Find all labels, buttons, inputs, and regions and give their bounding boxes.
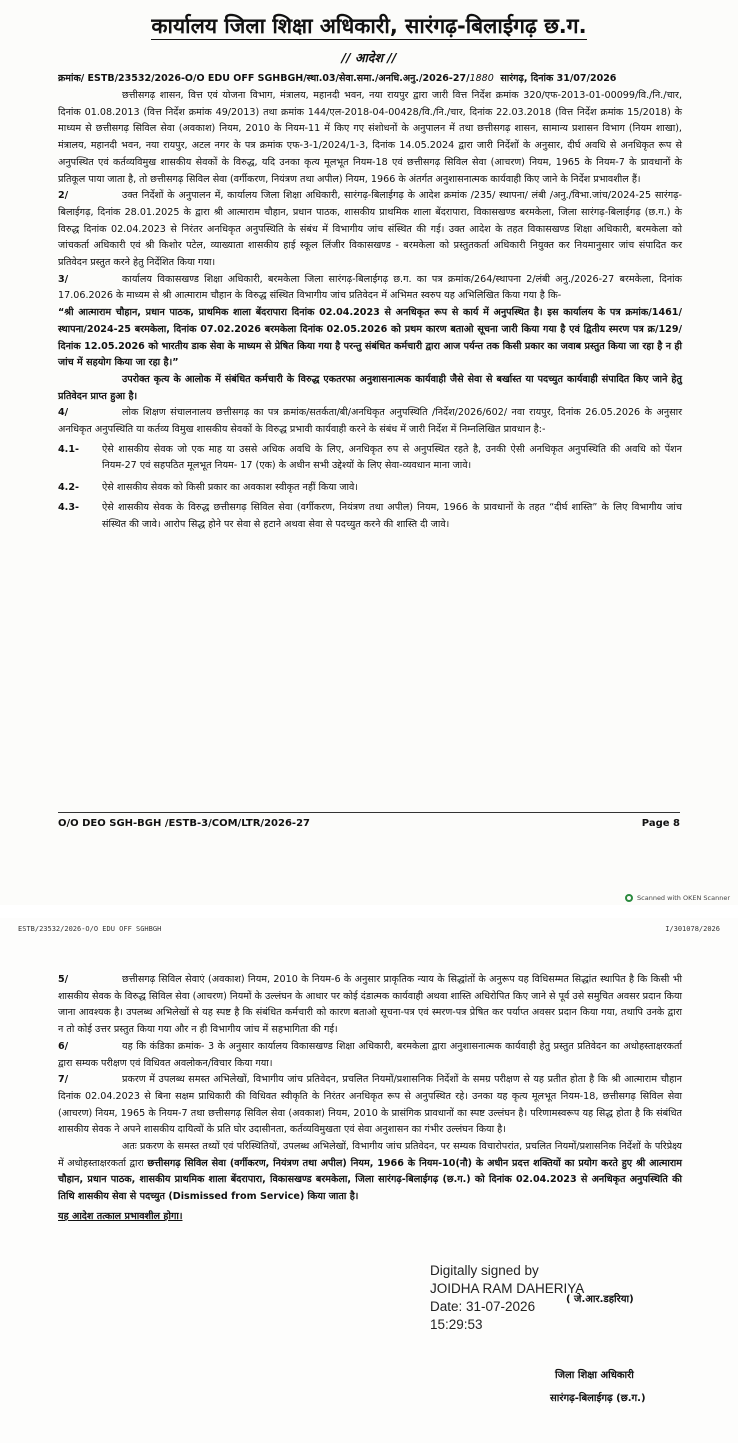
effective-text: यह आदेश तत्काल प्रभावशील होगा। [58, 1210, 183, 1222]
page2-body [58, 972, 682, 1226]
paragraph-8-text: अतः प्रकरण के समस्त तथ्यों एवं परिस्थितियों, उपलब्ध अभिलेखों, विभागीय जांच प्रतिवेदन, पर सम्यक विचारोपरांत, प्रचलित नियमों/प्रशासनिक निर्देशों के परिप्रेक्ष्य में अधोहस्ताक्षरकर्ता द्वारा [58, 1141, 682, 1169]
footer-rule [58, 812, 680, 813]
page-number: Page 8 [641, 818, 680, 829]
footer-reference: O/O DEO SGH-BGH /ESTB-3/COM/LTR/2026-27 [58, 818, 310, 829]
signature-line-1: Digitally signed by [430, 1263, 539, 1278]
reference-number: 1880 [469, 73, 494, 84]
paragraph-3-conclusion [58, 372, 682, 405]
paragraph-4 [58, 405, 682, 438]
reference-line [58, 71, 690, 84]
reference-prefix: क्रमांक/ ESTB/23532/2026-O/O EDU OFF SGHBGH/स्था.03/सेवा.समा./अनधि.अनु./2026-27/ [58, 73, 470, 84]
paragraph-2-marker: 2/ [58, 190, 69, 202]
paragraph-8 [58, 1139, 682, 1206]
paragraph-1 [58, 88, 682, 188]
scanner-logo-icon [625, 894, 633, 902]
paragraph-6 [58, 1039, 682, 1072]
provision-4-2-marker: 4.2- [58, 482, 79, 494]
officer-name: ( जे.आर.डहरिया) [566, 1294, 634, 1305]
provision-4-3-marker: 4.3- [58, 501, 79, 513]
paragraph-3-marker: 3/ [58, 273, 69, 285]
reference-date: सारंगढ़, दिनांक 31/07/2026 [500, 73, 617, 84]
provision-4-3 [58, 500, 682, 533]
paragraph-5 [58, 972, 682, 1039]
scanner-text: Scanned with OKEN Scanner [637, 894, 730, 902]
paragraph-3 [58, 272, 682, 305]
paragraph-1-text: छत्तीसगढ़ शासन, वित्त एवं योजना विभाग, मंत्रालय, महानदी भवन, नया रायपुर द्वारा जारी वित्त निर्देश क्रमांक 320/एफ-2013-01-00099/वि./नि./चार, दिनांक 01.08.2013 (वित्त निर्देश क्रमांक 49/2013) तथा क्रमांक 144/एल-2018-04-00428/वि./नि./चार, दिनांक 22.03.2018 (वित्त निर्देश क्रमांक 15/2018) के माध्यम से छत्तीसगढ़ सिविल सेवा (अवकाश) नियम, 2010 के नियम-11 में किए गए संशोधनों के अनुपालन में तथा छत्तीसगढ़ शासन, सामान्य प्रशासन विभाग (नियम शाखा), मंत्रालय, महानदी भवन, नया रायपुर, अटल नगर के पत्र क्रमांक एफ-3-1/2024/1-3, दिनांक 14.05.2024 द्वारा जारी निर्देशों के अनुसार, दीर्घ अवधि से अनधिकृत रूप से अनुपस्थित एवं कर्तव्यविमुख शासकीय सेवकों के विरुद्ध, यदि उनका कृत्य मूलभूत नियम-18 एवं छत्तीसगढ़ सिविल सेवा (आचरण) नियम, 1965 के नियम-7 के प्रावधानों के प्रतिकूल पाया जाता है, तो छत्तीसगढ़ सिविल सेवा (वर्गीकरण, नियंत्रण तथा अपील) नियम, 1966 के अंतर्गत अनुशासनात्मक कार्यवाही किए जाने के निर्देश प्रभावशील हैं। [58, 90, 682, 185]
scanner-watermark [625, 894, 730, 902]
digital-signature [430, 1262, 584, 1334]
signature-name: JOIDHA RAM DAHERIYA [430, 1281, 585, 1296]
provision-4-3-text: ऐसे शासकीय सेवक के विरुद्ध छत्तीसगढ़ सिविल सेवा (वर्गीकरण, नियंत्रण तथा अपील) नियम, 1966 के प्रावधानों के तहत “दीर्घ शास्ति” के लिए विभागीय जांच संस्थित की जावे। आरोप सिद्ध होने पर सेवा से हटाने अथवा सेवा से पदच्युत करने की शास्ति दी जावे। [102, 501, 682, 530]
paragraph-2-text: उक्त निर्देशों के अनुपालन में, कार्यालय जिला शिक्षा अधिकारी, सारंगढ़-बिलाईगढ़ के आदेश क्रमांक /235/ स्थापना/ लंबी /अनु./विभा.जांच/2024-25 सारंगढ़-बिलाईगढ़, दिनांक 28.01.2025 के द्वारा श्री आत्माराम चौहान, प्रधान पाठक, शासकीय प्राथमिक शाला बेंदरापारा, विकासखण्ड बरमकेला, जिला सारंगढ़-बिलाईगढ़ (छ.ग.) के विरुद्ध दिनांक 02.04.2023 से निरंतर अनधिकृत अनुपस्थिति के संबंध में विभागीय जांच संस्थित की गई। उक्त आदेश के तहत विकासखण्ड शिक्षा अधिकारी, बरमकेला को जांचकर्ता अधिकारी एवं श्री किशोर पटेल, व्याख्याता शासकीय हाई स्कूल लिंजीर विकासखण्ड - बरमकेला को प्रस्तुतकर्ता अधिकारी नियुक्त कर नियमानुसार जांच संपादित कर प्रतिवेदन प्रस्तुत करने हेतु निर्देशित किया गया। [58, 190, 682, 269]
order-heading: // आदेश // [341, 50, 397, 65]
provision-4-2 [58, 480, 682, 497]
paragraph-4-text: लोक शिक्षण संचालनालय छत्तीसगढ़ का पत्र क्रमांक/सतर्कता/बी/अनधिकृत अनुपस्थिति /निर्देश/2026/602/ नवा रायपुर, दिनांक 26.05.2026 के अनुसार अनधिकृत अनुपस्थिति या कर्तव्य विमुख शासकीय सेवकों के विरुद्ध प्रभावी कार्यवाही करने के संबंध में जारी निर्देश में निम्नलिखित प्रावधान है:- [58, 407, 682, 436]
paragraph-5-text: छत्तीसगढ़ सिविल सेवाएं (अवकाश) नियम, 2010 के नियम-6 के अनुसार प्राकृतिक न्याय के सिद्धांतों के अनुरूप यह विधिसम्मत सिद्धांत स्थापित है कि किसी भी शासकीय सेवक के विरुद्ध सिविल सेवा (आचरण) नियमों के उल्लंघन के आधार पर कोई दंडात्मक कार्यवाही अथवा शास्ति अधिरोपित किए जाने से पूर्व उसे समुचित अवसर प्रदान किया जाना आवश्यक है। उपलब्ध अभिलेखों से यह स्पष्ट है कि संबंधित कर्मचारी को कारण बताओ सूचना-पत्र एवं स्मरण-पत्र प्रेषित कर पर्याप्त अवसर प्रदान किया गया, तथापि उनके द्वारा न तो कोई उत्तर प्रस्तुत किया गया और न ही विभागीय जांच में सहभागिता की गई। [58, 974, 682, 1036]
page1-footer [58, 818, 680, 829]
paragraph-5-marker: 5/ [58, 974, 69, 985]
paragraph-7-marker: 7/ [58, 1074, 69, 1086]
paragraph-6-marker: 6/ [58, 1040, 69, 1052]
office-title: कार्यालय जिला शिक्षा अधिकारी, सारंगढ़-बिलाईगढ़ छ.ग. [151, 14, 587, 38]
page2-header-right: I/301078/2026 [665, 925, 720, 933]
provision-4-1-marker: 4.1- [58, 443, 79, 455]
paragraph-2 [58, 188, 682, 272]
paragraph-7 [58, 1072, 682, 1139]
page1-body [58, 88, 682, 533]
paragraph-3-text: कार्यालय विकासखण्ड शिक्षा अधिकारी, बरमकेला जिला सारंगढ़-बिलाईगढ़ छ.ग. का पत्र क्रमांक/264/स्थापना 2/लंबी अनु./2026-27 बरमकेला, दिनांक 17.06.2026 के माध्यम से श्री आत्माराम चौहान के विरुद्ध संस्थित विभागीय जांच प्रतिवेदन में अभिमत स्वरुप यह अभिलिखित किया गया है कि- [58, 273, 682, 302]
paragraph-4-marker: 4/ [58, 407, 69, 419]
officer-title: जिला शिक्षा अधिकारी [555, 1370, 634, 1381]
provision-4-2-text: ऐसे शासकीय सेवक को किसी प्रकार का अवकाश स्वीकृत नहीं किया जावे। [102, 482, 359, 494]
signature-time: 15:29:53 [430, 1317, 483, 1332]
provision-4-1-text: ऐसे शासकीय सेवक जो एक माह या उससे अधिक अवधि के लिए, अनधिकृत रुप से अनुपस्थित रहते है, उनकी ऐसी अनधिकृत अनुपस्थिति की अवधि को पेंशन नियम-27 एवं सहपठित मूलभूत नियम- 17 (एक) के अधीन सभी उद्देश्यों के लिए सेवा-व्यवधान माना जावे। [102, 443, 682, 472]
paragraph-3-quote: “श्री आत्माराम चौहान, प्रधान पाठक, प्राथमिक शाला बेंदरापारा दिनांक 02.04.2023 से अनधिकृत रूप से कार्य में अनुपस्थित है। इस कार्यालय के पत्र क्रमांक/1461/स्थापना/2024-25 बरमकेला, दिनांक 07.02.2026 बरमकेला दिनांक 02.05.2026 को प्रथम कारण बताओ सूचना जारी किया गया है एवं द्वितीय स्मरण पत्र क्र/129/दिनांक 12.05.2026 को भारतीय डाक सेवा के माध्यम से प्रेषित किया गया है परन्तु संबंधित कर्मचारी द्वारा आज पर्यन्त तक किसी प्रकार का जवाब प्रस्तुत किया जा रहा है न ही जांच में सहयोग किया जा रहा है।” [58, 307, 682, 369]
page2-header-left: ESTB/23532/2026-O/O EDU OFF SGHBGH [18, 925, 162, 933]
effective-line [58, 1209, 682, 1226]
paragraph-3-conclusion-text: उपरोक्त कृत्य के आलोक में संबंधित कर्मचारी के विरुद्ध एकतरफा अनुशासनात्मक कार्यवाही जैसे सेवा से बर्खास्त या पदच्युत कार्यवाही संपादित किए जाने हेतु प्रतिवेदन प्राप्त हुआ है। [58, 373, 682, 402]
paragraph-6-text: यह कि कंडिका क्रमांक- 3 के अनुसार कार्यालय विकासखण्ड शिक्षा अधिकारी, बरमकेला द्वारा अनुशासनात्मक कार्यवाही हेतु प्रस्तुत प्रतिवेदन का अधोहस्ताक्षरकर्ता द्वारा सम्यक परीक्षण एवं विधिवत अवलोकन/विचार किया गया। [58, 1040, 682, 1069]
officer-place: सारंगढ़-बिलाईगढ़ (छ.ग.) [550, 1393, 646, 1404]
dismissal-order-text: छत्तीसगढ़ सिविल सेवा (वर्गीकरण, नियंत्रण तथा अपील) नियम, 1966 के नियम-10(नौ) के अधीन प्रदत्त शक्तियों का प्रयोग करते हुए श्री आत्माराम चौहान, प्रधान पाठक, शासकीय प्राथमिक शाला बेंदरापारा, विकासखण्ड बरमकेला, जिला सारंगढ़-बिलाईगढ़ (छ.ग.) को दिनांक 02.04.2023 से अनधिकृत अनुपस्थिति की तिथि शासकीय सेवा से पदच्युत (Dismissed from Service) किया जाता है। [58, 1157, 682, 1203]
provision-4-1 [58, 442, 682, 475]
signature-date: Date: 31-07-2026 [430, 1299, 536, 1314]
page2-header [18, 925, 720, 933]
paragraph-7-text: प्रकरण में उपलब्ध समस्त अभिलेखों, विभागीय जांच प्रतिवेदन, प्रचलित नियमों/प्रशासनिक निर्देशों के समग्र परीक्षण से यह प्रतीत होता है कि श्री आत्माराम चौहान दिनांक 02.04.2023 से बिना सक्षम प्राधिकारी की विधिवत स्वीकृति के निरंतर अनधिकृत रूप से अनुपस्थित रहे। उनका यह कृत्य मूलभूत नियम-18, छत्तीसगढ़ सिविल सेवा (आचरण) नियम, 1965 के नियम-7 तथा छत्तीसगढ़ सिविल सेवा (अवकाश) नियम, 2010 के प्रासंगिक प्रावधानों का स्पष्ट उल्लंघन है। परिणामस्वरूप यह सिद्ध होता है कि संबंधित शासकीय सेवक ने अपने शासकीय दायित्वों के प्रति घोर उदासीनता, कर्तव्यविमुखता एवं सेवा अनुशासन का गंभीर उल्लंघन किया है। [58, 1074, 682, 1136]
